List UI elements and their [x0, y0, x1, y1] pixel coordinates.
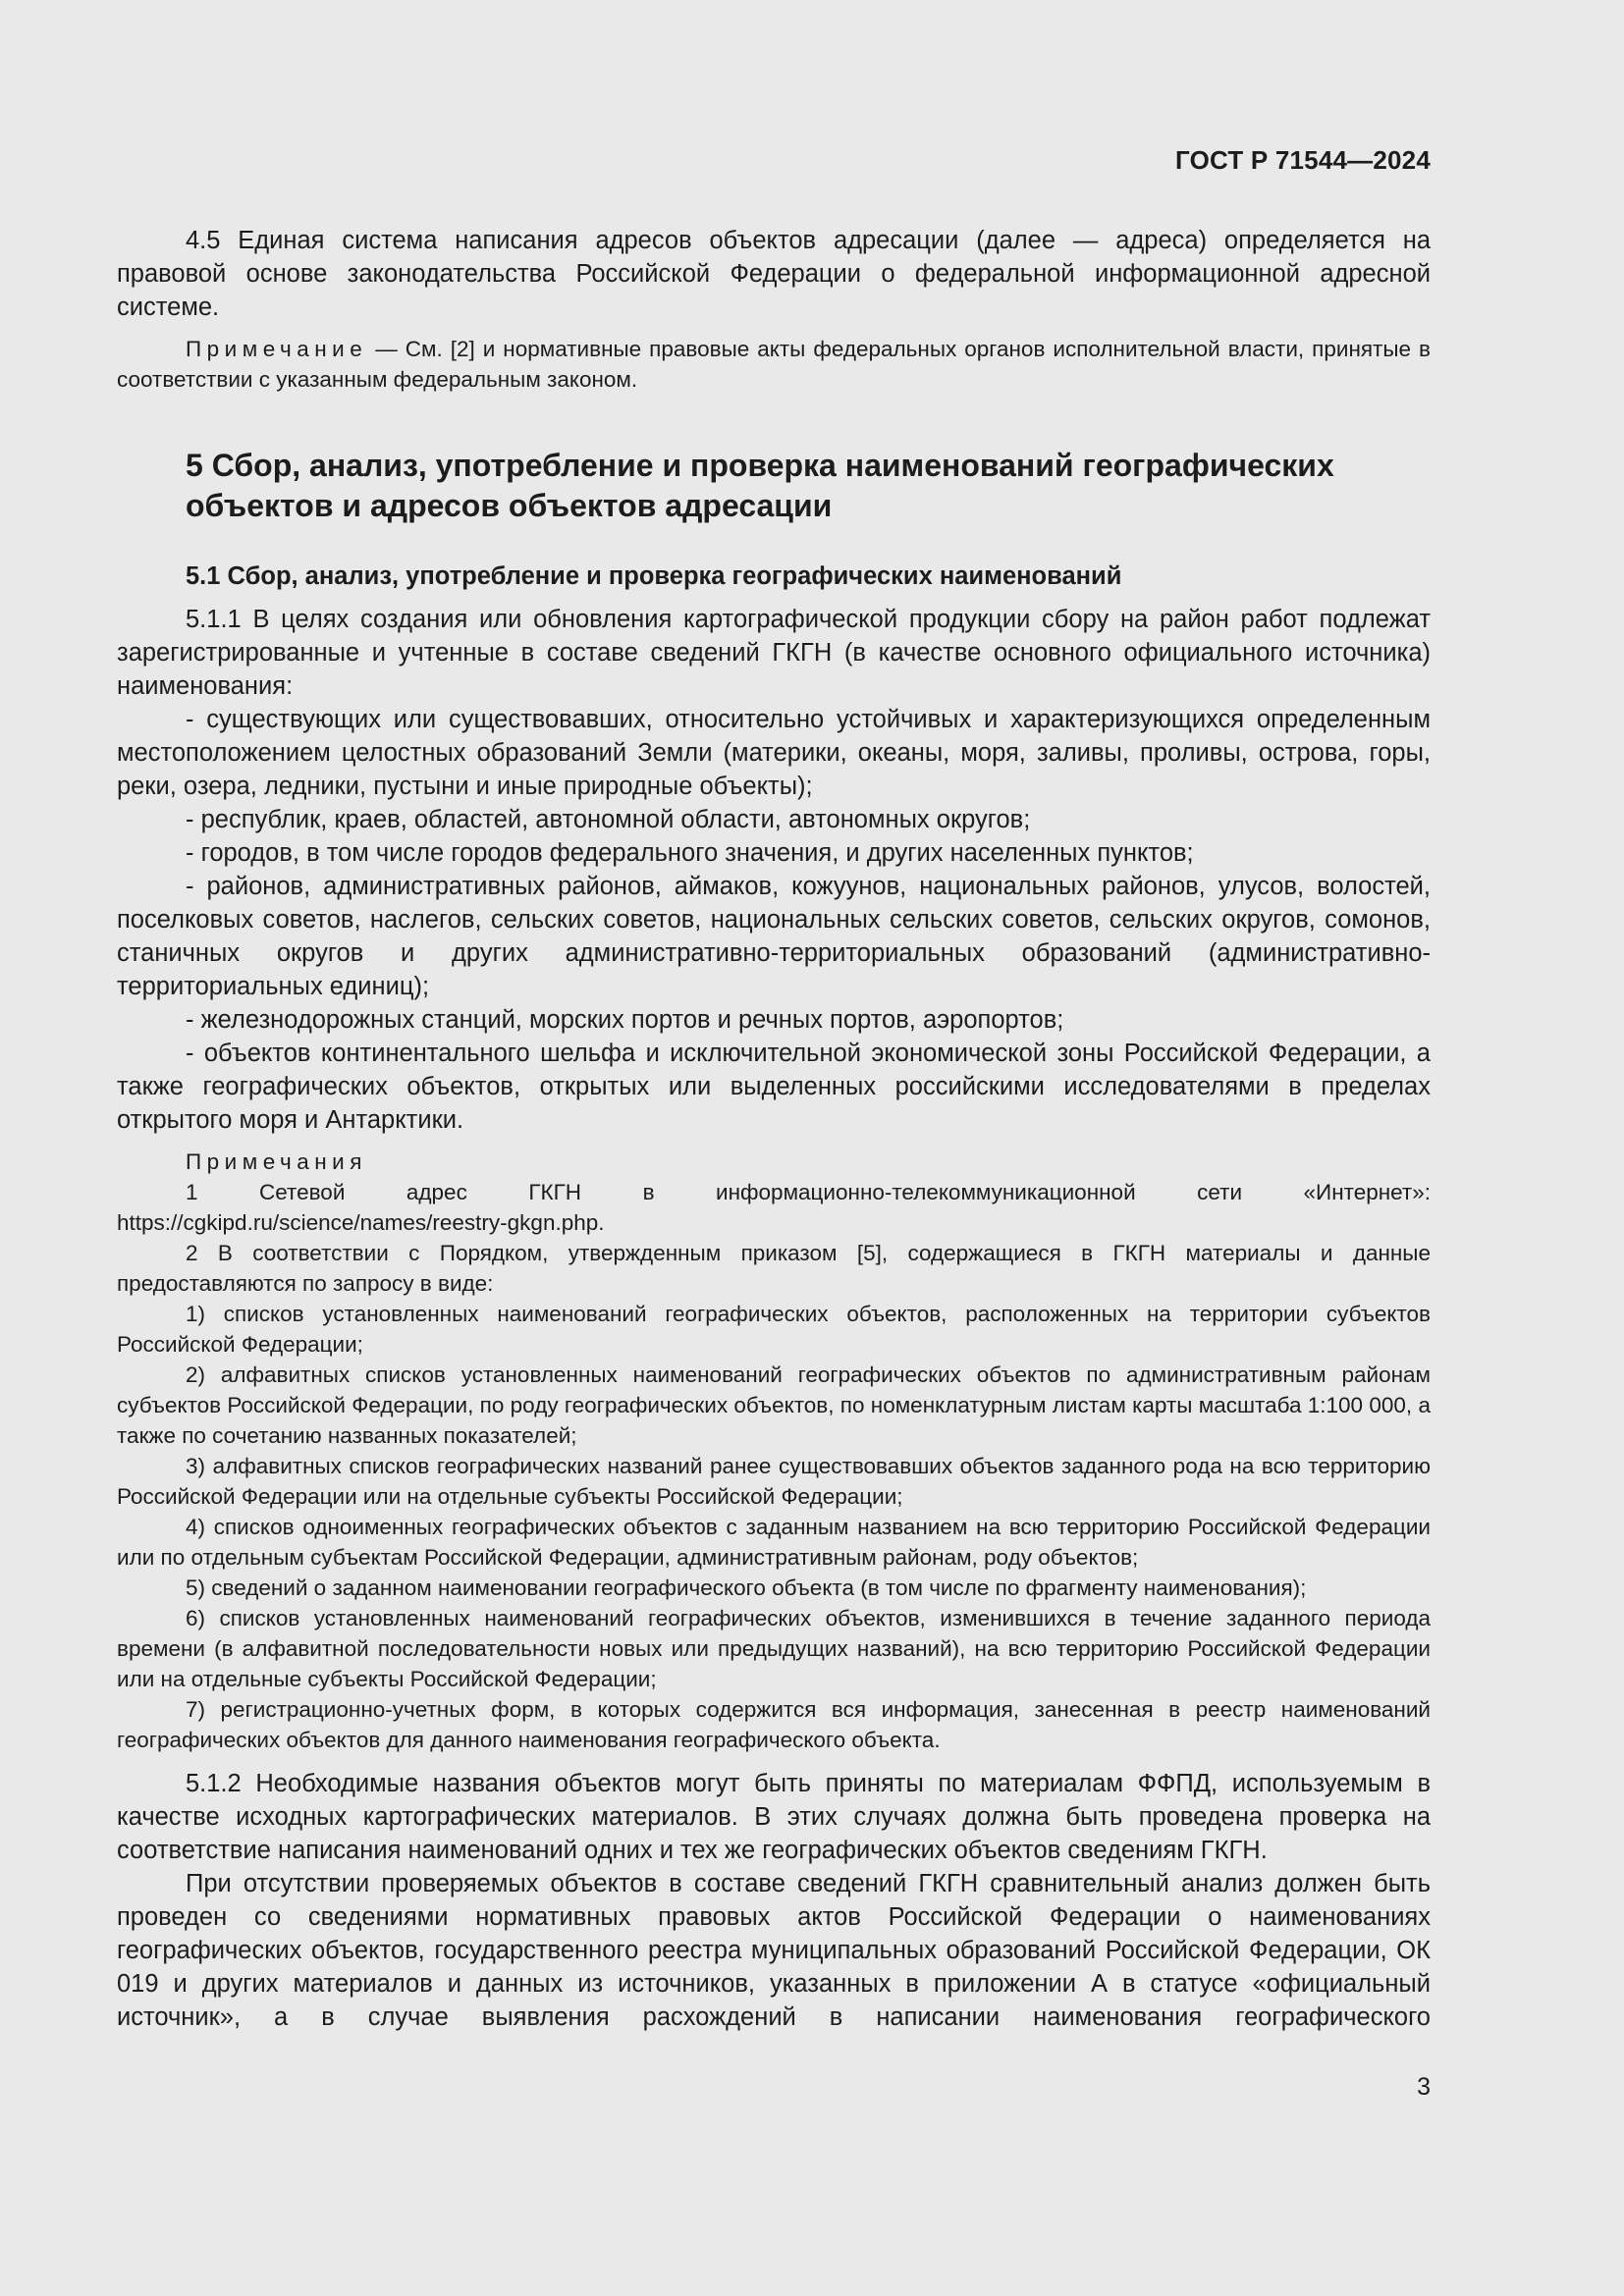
- note-item: 1) списков установленных наименований географических объектов, расположенных на территории субъектов Российской Федерации;: [117, 1302, 1431, 1357]
- note-item: 6) списков установленных наименований географических объектов, изменившихся в течение заданного периода времени (в алфавитной последовательности новых или предыдущих названий), на всю территорию Российской Федерации или на отдельные субъекты Российской Федерации;: [117, 1606, 1431, 1691]
- note-item: 5) сведений о заданном наименовании географического объекта (в том числе по фрагменту наименования);: [186, 1575, 1307, 1600]
- note-item: 1 Сетевой адрес ГКГН в информационно-телекоммуникационной сети «Интернет»: https://cgkipd.ru/science/names/reestry-gkgn.php.: [117, 1180, 1431, 1235]
- list-item: - районов, административных районов, аймаков, кожуунов, национальных районов, улусов, волостей, поселковых советов, наслегов, сельских советов, национальных сельских советов, сельских округов, сомонов, станичных округов и других административно-территориальных образований (административно-территориальных единиц);: [117, 873, 1431, 1000]
- note-text: — См. [2] и нормативные правовые акты федеральных органов исполнительной власти, принятые в соответствии с указанным федеральным законом.: [117, 337, 1431, 392]
- paragraph-5-1-2: 5.1.2 Необходимые названия объектов могут быть приняты по материалам ФФПД, используемым в качестве исходных картографических материалов. В этих случаях должна быть проведена проверка на соответствие написания наименований одних и тех же географических объектов сведениям ГКГН.: [117, 1770, 1431, 1864]
- note-item: 3) алфавитных списков географических названий ранее существовавших объектов заданного рода на всю территорию Российской Федерации или на отдельные субъекты Российской Федерации;: [117, 1454, 1431, 1509]
- paragraph-continuation: При отсутствии проверяемых объектов в составе сведений ГКГН сравнительный анализ должен быть проведен со сведениями нормативных правовых актов Российской Федерации о наименованиях географических объектов, государственного реестра муниципальных образований Российской Федерации, ОК 019 и других материалов и данных из источников, указанных в приложении А в статусе «официальный источник», а в случае выявления расхождений в написании наименования географического: [117, 1870, 1431, 2031]
- page-number: 3: [1417, 2073, 1431, 2101]
- page-content: [117, 224, 1431, 2034]
- note-item: 2 В соответствии с Порядком, утвержденным приказом [5], содержащиеся в ГКГН материалы и данные предоставляются по запросу в виде:: [117, 1241, 1431, 1296]
- list-item: - существующих или существовавших, относительно устойчивых и характеризующихся определенным местоположением целостных образований Земли (материки, океаны, моря, заливы, проливы, острова, горы, реки, озера, ледники, пустыни и иные природные объекты);: [117, 706, 1431, 800]
- list-item: - объектов континентального шельфа и исключительной экономической зоны Российской Федерации, а также географических объектов, открытых или выделенных российскими исследователями в пределах открытого моря и Антарктики.: [117, 1040, 1431, 1134]
- note-item: 2) алфавитных списков установленных наименований географических объектов по административным районам субъектов Российской Федерации, по роду географических объектов, по номенклатурным листам карты масштаба 1:100 000, а также по сочетанию названных показателей;: [117, 1362, 1431, 1448]
- note-item: 7) регистрационно-учетных форм, в которых содержится вся информация, занесенная в реестр наименований географических объектов для данного наименования географического объекта.: [117, 1697, 1431, 1752]
- note-item: 4) списков одноименных географических объектов с заданным названием на всю территорию Российской Федерации или по отдельным субъектам Российской Федерации, административным районам, роду объектов;: [117, 1515, 1431, 1570]
- list-item: - городов, в том числе городов федерального значения, и других населенных пунктов;: [186, 839, 1194, 867]
- note-4-5: [117, 334, 1431, 395]
- paragraph-4-5: 4.5 Единая система написания адресов объектов адресации (далее — адреса) определяется на правовой основе законодательства Российской Федерации о федеральной информационной адресной системе.: [117, 227, 1431, 321]
- list-item: - республик, краев, областей, автономной области, автономных округов;: [186, 806, 1031, 833]
- note-label: Примечание: [186, 337, 368, 361]
- document-id-header: ГОСТ Р 71544—2024: [1175, 145, 1431, 175]
- notes-label: Примечания: [186, 1149, 367, 1174]
- section-5-heading: 5 Сбор, анализ, употребление и проверка наименований географических объектов и адресов объектов адресации: [186, 448, 1334, 523]
- section-5-1-heading: 5.1 Сбор, анализ, употребление и проверка географических наименований: [186, 562, 1122, 590]
- list-item: - железнодорожных станций, морских портов и речных портов, аэропортов;: [186, 1006, 1064, 1034]
- paragraph-5-1-1: 5.1.1 В целях создания или обновления картографической продукции сбору на район работ подлежат зарегистрированные и учтенные в составе сведений ГКГН (в качестве основного официального источника) наименования:: [117, 606, 1431, 700]
